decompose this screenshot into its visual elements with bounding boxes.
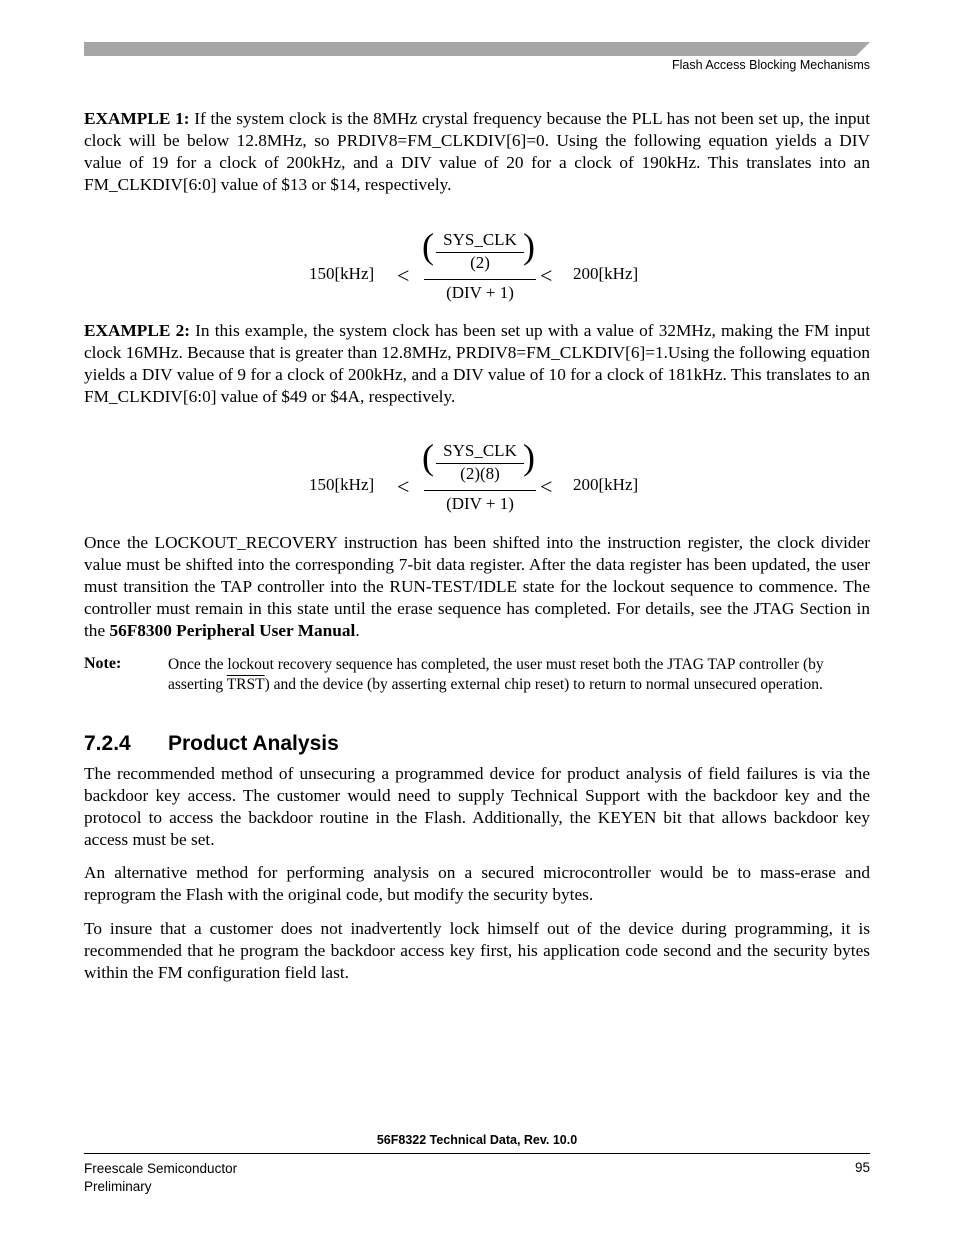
equation-1-less-than-left: < (397, 263, 410, 288)
header-bar (84, 42, 870, 56)
section-title: Product Analysis (168, 732, 339, 755)
running-header-title: Flash Access Blocking Mechanisms (672, 58, 870, 72)
equation-1-left: 150[kHz] (309, 264, 375, 283)
body-paragraph-2: An alternative method for performing analysis on a secured microcontroller would be to mass-erase and reprogram the Flash with the original code, but modify the security bytes. (84, 863, 870, 904)
lockout-recovery-end: . (355, 621, 360, 640)
example-1-text: If the system clock is the 8MHz crystal frequency because the PLL has not been set up, the input clock will be below 12.8MHz, so PRDIV8=FM_CLKDIV[6]=0. Using the following equation yields a DIV value of 19 for a clock of 200kHz, and a DIV value of 20 for a clock of 190kHz. This translates into an FM_CLKDIV[6:0] value of $13 or $14, respectively. (84, 109, 870, 194)
example-1-label: EXAMPLE 1: (84, 109, 190, 128)
equation-2-numerator-top: SYS_CLK (443, 441, 517, 460)
note-text (168, 655, 870, 695)
equation-2-left: 150[kHz] (309, 475, 375, 494)
equation-2-less-than-left: < (397, 474, 410, 499)
trst-signal: TRST (226, 676, 265, 693)
footer-company: Freescale Semiconductor (84, 1161, 238, 1176)
section-number: 7.2.4 (84, 732, 131, 755)
example-2-paragraph (84, 320, 870, 408)
equation-2-numerator-bottom: (2)(8) (460, 464, 500, 483)
example-2-text: In this example, the system clock has been set up with a value of 32MHz, making the FM input clock 16MHz. Because that is greater than 12.8MHz, PRDIV8=FM_CLKDIV[6]=1.Using the following equation yields a DIV value of 9 for a clock of 200kHz, and a DIV value of 10 for a clock of 181kHz. This translates to an FM_CLKDIV[6:0] value of $49 or $4A, respectively. (84, 321, 870, 406)
equation-2-open-paren: ( (422, 437, 434, 477)
equation-1-denominator: (DIV + 1) (446, 283, 514, 302)
equation-1-close-paren: ) (523, 226, 535, 266)
footer-status: Preliminary (84, 1179, 152, 1194)
equation-2-right: 200[kHz] (573, 475, 639, 494)
equation-2-less-than-right: < (540, 474, 553, 499)
footer-doc-title: 56F8322 Technical Data, Rev. 10.0 (376, 1133, 578, 1147)
equation-2-fraction-line (424, 490, 536, 491)
body-paragraph-3: To insure that a customer does not inadvertently lock himself out of the device during programming, it is recommended that he program the backdoor access key first, his application code second and the security bytes within the FM configuration field last. (84, 919, 870, 982)
note-text-before: Once the lockout recovery sequence has completed, the user must reset both the JTAG TAP controller (by asserting (168, 656, 824, 693)
equation-2-close-paren: ) (523, 437, 535, 477)
note-label: Note: (84, 655, 122, 672)
equation-1-numerator-top: SYS_CLK (443, 230, 517, 249)
lockout-recovery-text: Once the LOCKOUT_RECOVERY instruction has been shifted into the instruction register, the clock divider value must be shifted into the corresponding 7-bit data register. After the data register has been updated, the user must transition the TAP controller into the RUN-TEST/IDLE state for the lockout sequence to commence. The controller must remain in this state until the erase sequence has completed. For details, see the JTAG Section in the (84, 533, 870, 640)
example-1-paragraph (84, 108, 870, 196)
equation-1-right: 200[kHz] (573, 264, 639, 283)
equation-1-fraction-line (424, 279, 536, 280)
body-paragraph-1: The recommended method of unsecuring a programmed device for product analysis of field failures is via the backdoor key access. The customer would need to supply Technical Support with the backdoor key and the protocol to access the backdoor routine in the Flash. Additionally, the KEYEN bit that allows backdoor key access must be set. (84, 764, 870, 849)
note-text-after: ) and the device (by asserting external chip reset) to return to normal unsecured operation. (264, 676, 823, 693)
footer-rule (84, 1153, 870, 1154)
equation-1-open-paren: ( (422, 226, 434, 266)
footer-page-number: 95 (854, 1160, 870, 1175)
lockout-recovery-paragraph (84, 532, 870, 642)
footer-left (84, 1160, 237, 1196)
equation-1-numerator-bottom: (2) (470, 253, 490, 272)
equation-1-less-than-right: < (540, 263, 553, 288)
peripheral-manual-reference: 56F8300 Peripheral User Manual (109, 621, 356, 640)
example-2-label: EXAMPLE 2: (84, 321, 190, 340)
equation-2-denominator: (DIV + 1) (446, 494, 514, 513)
